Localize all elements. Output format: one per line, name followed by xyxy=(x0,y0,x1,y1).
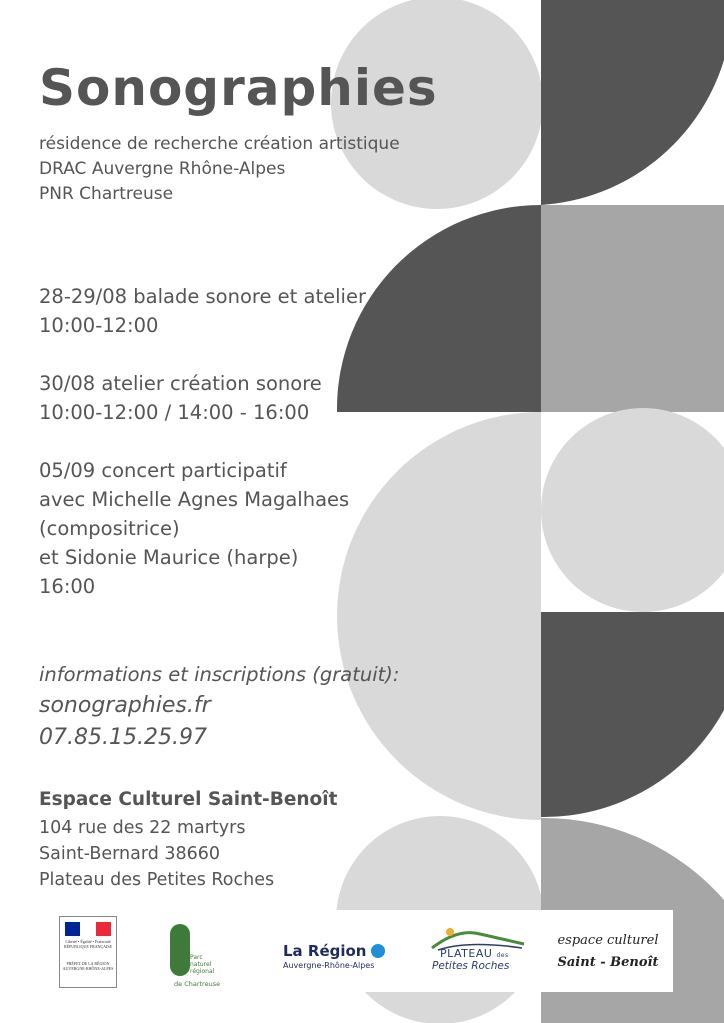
region-sub: Auvergne-Rhône-Alpes xyxy=(283,961,375,970)
region-logo xyxy=(283,942,385,970)
event-1 xyxy=(39,282,366,340)
event-line: (compositrice) xyxy=(39,517,180,540)
event-line: 05/09 concert participatif xyxy=(39,459,287,482)
event-line: 30/08 atelier création sonore xyxy=(39,372,322,395)
pnr-chartreuse-logo xyxy=(168,924,224,990)
pnr-line: Parc xyxy=(190,954,203,961)
contact-heading: informations et inscriptions (gratuit): xyxy=(39,663,400,686)
region-name: La Région xyxy=(283,942,367,960)
plateau-petites-roches-logo xyxy=(428,922,528,982)
event-line: et Sidonie Maurice (harpe) xyxy=(39,546,299,569)
dark-quarter-lower-right xyxy=(541,612,724,817)
espace-line: espace culturel xyxy=(557,933,659,948)
venue-name: Espace Culturel Saint-Benoît xyxy=(39,789,338,810)
event-line: 28-29/08 balade sonore et atelier xyxy=(39,285,366,308)
pnr-text xyxy=(190,954,214,975)
plateau-des: des xyxy=(496,952,509,959)
pnr-line: régional xyxy=(190,968,215,975)
event-2 xyxy=(39,369,322,427)
pnr-line: naturel xyxy=(190,961,212,968)
owl-icon xyxy=(170,924,190,976)
venue-address xyxy=(39,815,274,893)
partner-logos-bar xyxy=(40,910,673,992)
address-line: Saint-Bernard 38660 xyxy=(39,844,221,864)
website-link[interactable]: sonographies.fr xyxy=(39,693,211,718)
page-title: Sonographies xyxy=(39,59,438,117)
event-line: 16:00 xyxy=(39,575,96,598)
event-line: 10:00-12:00 / 14:00 - 16:00 xyxy=(39,401,310,424)
plateau-word: PLATEAU xyxy=(440,947,493,960)
espace-culturel-logo xyxy=(553,930,663,974)
pnr-name: de Chartreuse xyxy=(174,980,221,988)
prefet-bottom-text: PRÉFET DE LA RÉGION AUVERGNE-RHÔNE-ALPES xyxy=(62,961,114,971)
mid-grey-block xyxy=(541,205,724,412)
subtitle xyxy=(39,132,400,207)
address-line: Plateau des Petites Roches xyxy=(39,870,275,890)
subtitle-line: résidence de recherche création artistique xyxy=(39,134,400,154)
dark-quarter-top-right xyxy=(541,0,724,205)
light-circle-right xyxy=(541,408,724,612)
prefet-logo xyxy=(59,916,117,988)
subtitle-line: DRAC Auvergne Rhône-Alpes xyxy=(39,159,286,179)
prefet-top-text: Liberté • Égalité • Fraternité RÉPUBLIQUE FRANÇAISE xyxy=(63,939,113,949)
address-line: 104 rue des 22 martyrs xyxy=(39,818,246,838)
event-3 xyxy=(39,456,349,601)
event-line: 10:00-12:00 xyxy=(39,314,159,337)
region-mountain-icon xyxy=(371,944,385,958)
espace-line: Saint - Benoît xyxy=(557,955,659,970)
subtitle-line: PNR Chartreuse xyxy=(39,184,174,204)
plateau-subtitle: Petites Roches xyxy=(432,960,510,972)
light-half-circle-large xyxy=(337,412,541,820)
phone-number[interactable]: 07.85.15.25.97 xyxy=(39,725,207,750)
french-flag-icon xyxy=(65,922,111,936)
plateau-title xyxy=(440,947,509,960)
dark-quarter-mid-left xyxy=(337,205,541,412)
event-line: avec Michelle Agnes Magalhaes xyxy=(39,488,350,511)
